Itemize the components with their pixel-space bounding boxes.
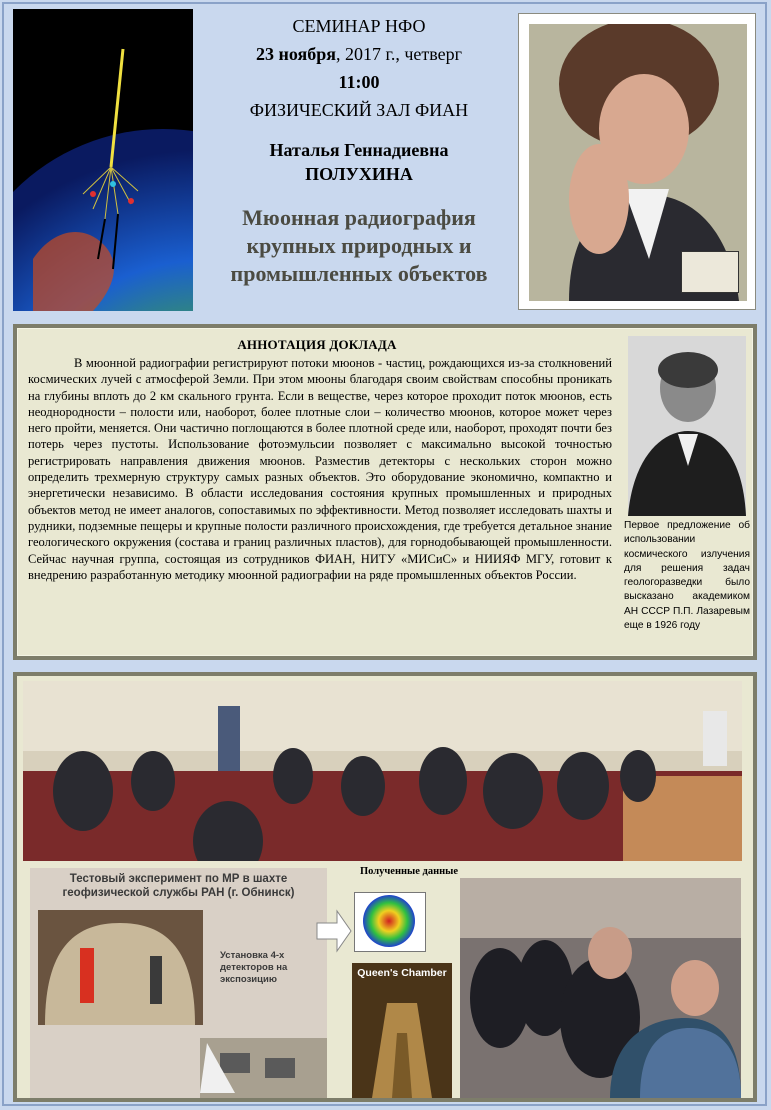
annotation-title: АННОТАЦИЯ ДОКЛАДА [237,337,397,352]
muon-data-heatmap [354,892,426,952]
queens-chamber-label: Queen's Chamber [357,967,447,979]
lazarev-caption: Первое предложение об использовании космического излучения для решения задач геологоразведки было высказано академиком АН СССР П.П. Лазаревым еще в 1926 году [624,520,750,632]
date-bold: 23 ноября [255,44,336,64]
earth-cosmic-ray-illustration [13,9,193,311]
seminar-venue: ФИЗИЧЕСКИЙ ЗАЛ ФИАН [249,100,469,120]
speaker-portrait-frame [518,13,756,310]
speaker-portrait [529,24,747,301]
date-rest: , 2017 г., четверг [335,44,463,64]
experiment-title: Тестовый эксперимент по МР в шахте геофизической службы РАН (г. Обнинск) [62,873,295,899]
speaker [205,138,513,186]
annotation-inner [17,328,753,656]
speaker-surname: ПОЛУХИНА [305,164,413,184]
speaker-name: Наталья Геннадиевна [269,140,449,160]
annotation-body: В мюонной радиографии регистрируют потоки мюонов - частиц, рождающихся из-за столкновений космических лучей с атмосферой Земли. При этом мюоны благодаря своим свойствам способны проникать на глубины вплоть до 2 км скального грунта. Если в веществе, через которое проходит поток мюонов, есть неоднородности – полости или, наоборот, более плотные слои – количество мюонов, которое может через него пройти, меняется. Они частично поглощаются в более плотной среде или, наоборот, проходят почти без потерь через пустоты. Использование фотоэмульсии позволяет с максимально высокой точностью регистрировать направления движения мюонов. Разместив детекторы с нескольких сторон можно определить трехмерную структуру самых разных объектов. Это оборудование экономично, компактно и энергетически независимо. В области исследования состояния крупных промышленных и природных объектов метод не имеет аналогов, сопоставимых по эффективности. Метод позволяет исследовать шахты и рудники, подземные пещеры и крупные полости различного происхождения, где требуется детальное знание геологического окружения (состава и границ различных пластов), для горнодобывающей промышленности. Сейчас научная группа, состоящая из сотрудников ФИАН, НИТУ «МИСиС» и НИИЯФ МГУ, готовит к внедрению разработанную методику мюонной радиографии на ряде промышленных объектов России. [28,356,612,582]
seminar-date [205,40,513,68]
queens-chamber-photo [352,963,452,1098]
header-text [205,12,513,288]
lazarev-portrait [628,336,746,516]
photos-inner [17,676,753,1098]
arrow-icon [313,901,353,961]
audience-photo [460,878,741,1098]
annotation-panel [13,324,757,660]
institute-badge [681,251,739,293]
seminar-hall-photo [23,681,742,861]
experiment-panel [30,868,327,1098]
seminar-time: 11:00 [338,72,380,92]
installation-label: Установка 4-х детекторов на экспозицию [220,950,288,985]
seminar-label: СЕМИНАР НФО [292,16,426,36]
obtained-data-label: Полученные данные [359,866,459,877]
talk-title: Мюонная радиография крупных природных и промышленных объектов [230,205,488,286]
photos-panel [13,672,757,1102]
